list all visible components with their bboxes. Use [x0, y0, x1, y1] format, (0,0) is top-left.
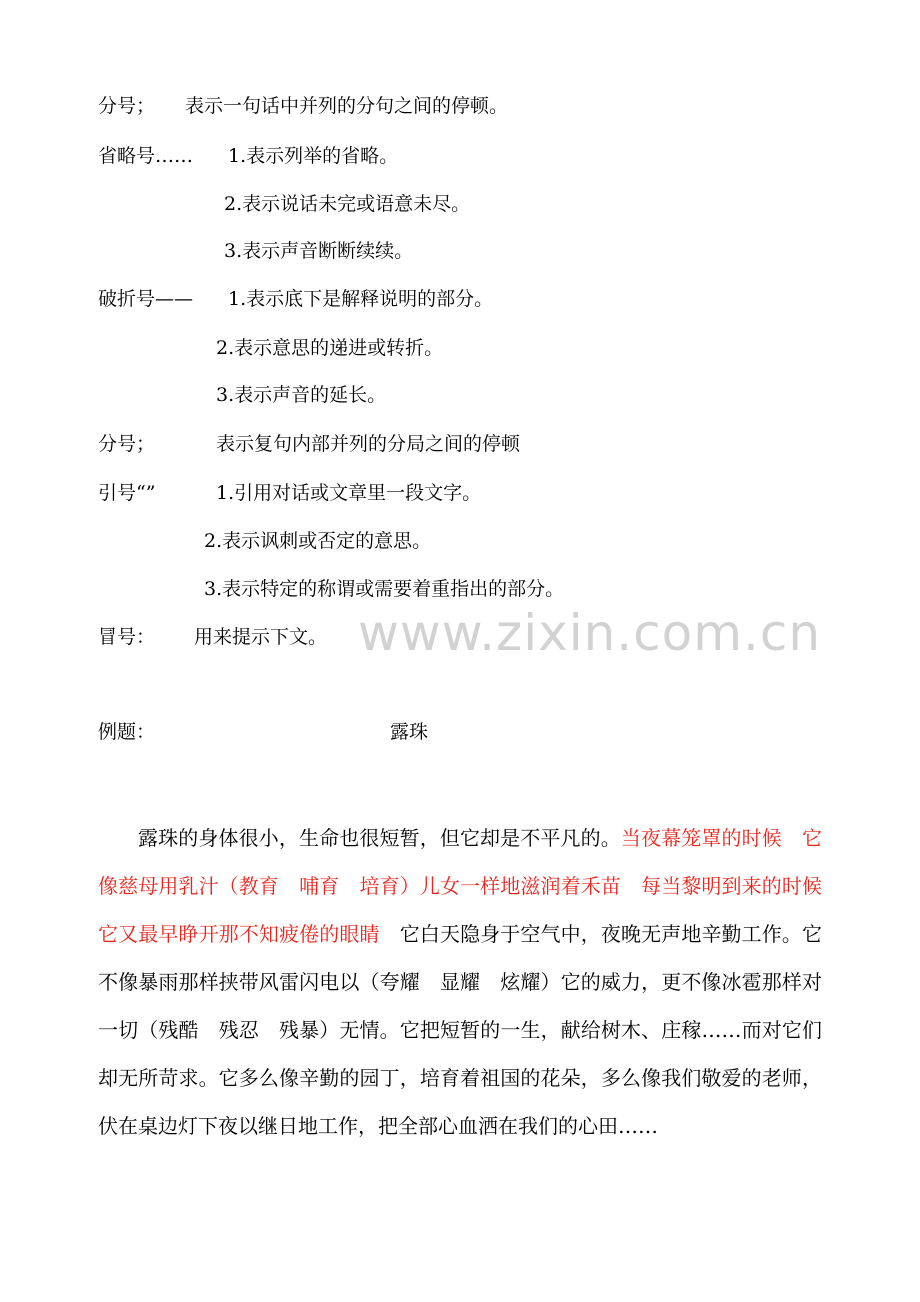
- watermark: www.zixin.com.cn: [358, 604, 822, 662]
- term-label: 引号“”: [98, 482, 156, 504]
- definition-text: 2.表示意思的递进或转折。: [216, 337, 444, 359]
- definition-text: 2.表示说话未完或语意未尽。: [224, 193, 471, 215]
- definition-text: 3.表示声音断断续续。: [224, 240, 414, 262]
- term-label: 分号；: [98, 95, 156, 117]
- term-label: 冒号：: [98, 626, 156, 648]
- definition-text: 2.表示讽刺或否定的意思。: [204, 530, 432, 552]
- definition-text: 1.表示底下是解释说明的部分。: [228, 288, 494, 310]
- passage-text: 露珠的身体很小，生命也很短暂，但它却是不平凡的。: [138, 826, 621, 850]
- example-label: 例题：: [98, 721, 156, 743]
- passage-text: 它白天隐身于空气中，夜晚无声地辛勤工作。它不像暴雨那样挟带风雷闪电以（夸耀 显耀 炫耀）它的威力，更不像冰雹那样对一切（残酷 残忍 残暴）无情。它把短暂的一生，献给树木、庄稼……而对它们却无所苛求。它多么像辛勤的园丁，培育着祖国的花朵，多么像我们敬爱的老师，伏在桌边灯下夜以继日地工作，把全部心血洒在我们的心田……: [98, 922, 823, 1138]
- term-label: 省略号……: [98, 145, 194, 167]
- definition-text: 用来提示下文。: [194, 626, 328, 648]
- definition-text: 表示一句话中并列的分句之间的停顿。: [185, 95, 509, 117]
- definition-text: 1.表示列举的省略。: [228, 145, 399, 167]
- passage-highlight: 当夜幕笼罩的时候 它像慈母用乳汁（教育 哺育 培育）儿女一样地滋润着禾苗 每当黎明到来的时候 它又最早睁开那不知疲倦的眼睛: [98, 826, 842, 946]
- passage-title: 露珠: [390, 721, 429, 743]
- definition-text: 3.表示声音的延长。: [216, 384, 387, 406]
- definition-text: 表示复句内部并列的分局之间的停顿: [216, 433, 521, 455]
- definition-text: 1.引用对话或文章里一段文字。: [216, 482, 482, 504]
- passage-paragraph: [98, 814, 842, 1150]
- definition-text: 3.表示特定的称谓或需要着重指出的部分。: [204, 578, 565, 600]
- term-label: 破折号——: [98, 288, 194, 310]
- term-label: 分号；: [98, 433, 156, 455]
